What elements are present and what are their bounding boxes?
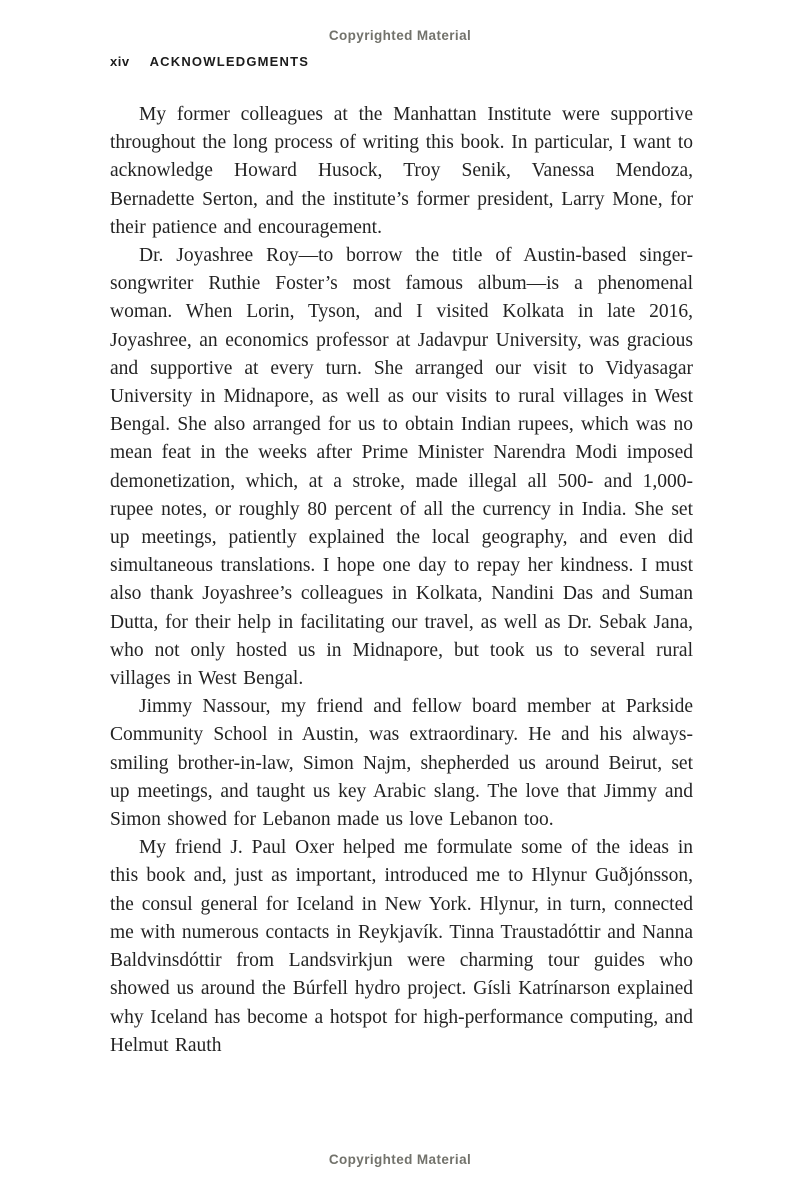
running-head-title: ACKNOWLEDGMENTS — [149, 54, 310, 69]
paragraph: Jimmy Nassour, my friend and fellow board member at Parkside Community School in Austin, was extraordinary. He and his always-smiling brother-in-law, Simon Najm, shepherded us around Beirut, set up meetings, and taught us key Arabic slang. The love that Jimmy and Simon showed for Lebanon made us love Lebanon too. — [110, 696, 693, 831]
copyright-notice-top: Copyrighted Material — [328, 28, 472, 43]
copyright-notice-bottom: Copyrighted Material — [328, 1152, 472, 1167]
paragraph: My friend J. Paul Oxer helped me formulate some of the ideas in this book and, just as important, introduced me to Hlynur Guðjónsson, the consul general for Iceland in New York. Hlynur, in turn, connected me with numerous contacts in Reykjavík. Tinna Traustadóttir and Nanna Baldvinsdóttir from Landsvirkjun were charming tour guides who showed us around the Búrfell hydro project. Gísli Katrínarson explained why Iceland has become a hotspot for high-performance computing, and Helmut Rauth — [110, 837, 693, 1056]
running-head — [110, 54, 309, 69]
body-text — [110, 101, 693, 1060]
paragraph: Dr. Joyashree Roy—to borrow the title of Austin-based singer-songwriter Ruthie Foster’s most famous album—is a phenomenal woman. When Lorin, Tyson, and I visited Kolkata in late 2016, Joyashree, an economics professor at Jadavpur University, was gracious and supportive at every turn. She arranged our visit to Vidyasagar University in Midnapore, as well as our visits to rural villages in West Bengal. She also arranged for us to obtain Indian rupees, which was no mean feat in the weeks after Prime Minister Narendra Modi imposed demonetization, which, at a stroke, made illegal all 500- and 1,000-rupee notes, or roughly 80 percent of all the currency in India. She set up meetings, patiently explained the local geography, and even did simultaneous translations. I hope one day to repay her kindness. I must also thank Joyashree’s colleagues in Kolkata, Nandini Das and Suman Dutta, for their help in facilitating our travel, as well as Dr. Sebak Jana, who not only hosted us in Midnapore, but took us to several rural villages in West Bengal. — [110, 245, 693, 690]
page-number: xiv — [110, 54, 130, 69]
paragraph: My former colleagues at the Manhattan Institute were supportive throughout the long process of writing this book. In particular, I want to acknowledge Howard Husock, Troy Senik, Vanessa Mendoza, Bernadette Serton, and the institute’s former president, Larry Mone, for their patience and encouragement. — [110, 104, 693, 238]
